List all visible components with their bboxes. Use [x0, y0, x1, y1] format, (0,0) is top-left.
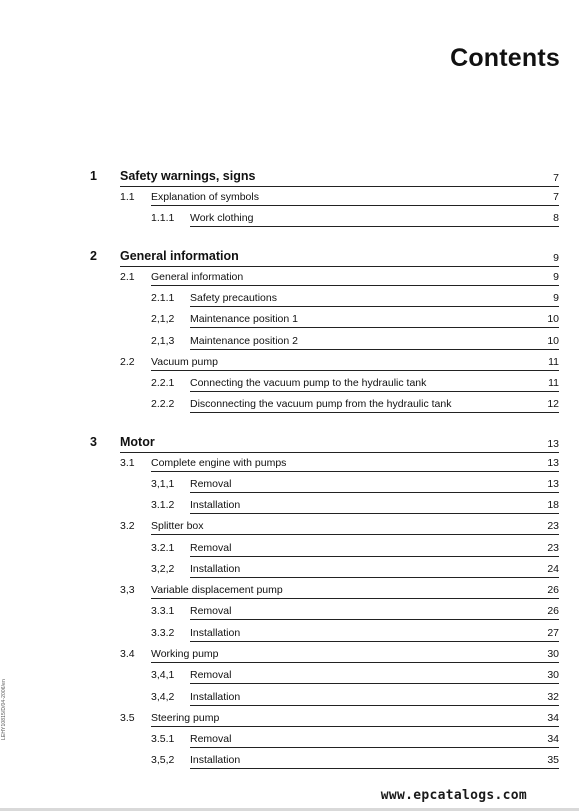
toc-entry[interactable] [120, 647, 559, 663]
toc-entry-number: 2,1,3 [151, 335, 175, 347]
toc-entry-page: 11 [548, 377, 559, 389]
toc-entry-rule [120, 186, 559, 187]
toc-entry-number: 3 [90, 435, 97, 449]
toc-entry-page: 12 [547, 398, 559, 410]
toc-entry-rule [120, 266, 559, 267]
toc-entry-title[interactable]: Removal [190, 478, 232, 490]
toc-entry[interactable] [151, 211, 559, 227]
toc-entry-page: 9 [553, 292, 559, 304]
toc-entry-page: 30 [547, 669, 559, 681]
toc-entry-rule [190, 226, 559, 227]
toc-entry-rule [151, 471, 559, 472]
toc-entry-page: 23 [547, 542, 559, 554]
toc-entry-title[interactable]: Maintenance position 1 [190, 313, 298, 325]
toc-entry[interactable] [120, 355, 559, 371]
toc-entry-title[interactable]: Maintenance position 2 [190, 335, 298, 347]
watermark: www.epcatalogs.com [380, 788, 527, 803]
toc-entry[interactable] [151, 732, 559, 748]
toc-entry[interactable] [151, 312, 559, 328]
toc-entry-title[interactable]: Installation [190, 691, 241, 703]
toc-entry-title[interactable]: General information [120, 249, 239, 263]
toc-entry[interactable] [90, 434, 559, 453]
toc-entry-page: 26 [547, 584, 559, 596]
toc-entry-number: 3,1,1 [151, 478, 175, 490]
toc-entry-page: 13 [547, 438, 559, 450]
toc-entry-title[interactable]: Work clothing [190, 212, 254, 224]
toc-entry-number: 3,2,2 [151, 563, 175, 575]
toc-entry-number: 2,1,2 [151, 313, 175, 325]
toc-entry-number: 3.3.1 [151, 605, 175, 617]
toc-entry-page: 35 [547, 754, 559, 766]
toc-entry[interactable] [151, 668, 559, 684]
toc-entry[interactable] [151, 604, 559, 620]
toc-entry-rule [190, 349, 559, 350]
toc-entry-rule [190, 683, 559, 684]
toc-entry[interactable] [151, 753, 559, 769]
toc-entry[interactable] [120, 190, 559, 206]
toc-entry[interactable] [90, 168, 559, 187]
toc-entry-page: 10 [547, 335, 559, 347]
toc-entry[interactable] [151, 477, 559, 493]
toc-entry-page: 24 [547, 563, 559, 575]
toc-entry-rule [190, 705, 559, 706]
toc-entry-number: 2.2.1 [151, 377, 175, 389]
toc-entry-title[interactable]: Working pump [151, 648, 219, 660]
toc-entry[interactable] [151, 541, 559, 557]
toc-entry-page: 34 [547, 712, 559, 724]
toc-entry-title[interactable]: Splitter box [151, 520, 204, 532]
toc-entry[interactable] [151, 397, 559, 413]
toc-entry[interactable] [120, 519, 559, 535]
toc-entry-number: 3.1.2 [151, 499, 175, 511]
toc-entry-rule [190, 306, 559, 307]
toc-entry[interactable] [90, 248, 559, 267]
toc-entry-number: 3.1 [120, 457, 135, 469]
toc-entry-title[interactable]: Disconnecting the vacuum pump from the hydraulic tank [190, 398, 452, 410]
toc-entry-number: 2 [90, 249, 97, 263]
toc-entry-page: 10 [547, 313, 559, 325]
toc-entry-page: 11 [548, 356, 559, 368]
toc-entry[interactable] [120, 583, 559, 599]
toc-entry-number: 2.2 [120, 356, 135, 368]
toc-entry-number: 3.4 [120, 648, 135, 660]
toc-entry-title[interactable]: Safety precautions [190, 292, 277, 304]
toc-entry-page: 9 [553, 271, 559, 283]
toc-entry-rule [151, 662, 559, 663]
toc-entry-rule [190, 412, 559, 413]
toc-entry-number: 3.2 [120, 520, 135, 532]
toc-entry[interactable] [151, 291, 559, 307]
toc-entry-rule [190, 513, 559, 514]
toc-entry[interactable] [120, 711, 559, 727]
toc-entry-page: 13 [547, 478, 559, 490]
toc-entry-title[interactable]: Connecting the vacuum pump to the hydraulic tank [190, 377, 427, 389]
toc-entry-number: 3.5.1 [151, 733, 175, 745]
toc-entry-page: 23 [547, 520, 559, 532]
toc-entry-rule [151, 285, 559, 286]
toc-entry-rule [190, 641, 559, 642]
toc-entry-title[interactable]: Installation [190, 627, 241, 639]
toc-entry-rule [190, 619, 559, 620]
toc-entry-number: 2.1 [120, 271, 135, 283]
toc-entry-rule [151, 370, 559, 371]
toc-entry-rule [190, 768, 559, 769]
toc-entry[interactable] [151, 498, 559, 514]
toc-entry[interactable] [120, 456, 559, 472]
toc-entry-title[interactable]: Installation [190, 499, 241, 511]
toc-entry-title[interactable]: Variable displacement pump [151, 584, 283, 596]
toc-entry-number: 3.2.1 [151, 542, 175, 554]
toc-entry-number: 3.5 [120, 712, 135, 724]
toc-entry[interactable] [151, 690, 559, 706]
toc-entry-page: 32 [547, 691, 559, 703]
toc-entry-page: 27 [547, 627, 559, 639]
toc-entry-number: 2.1.1 [151, 292, 175, 304]
toc-entry-page: 9 [553, 252, 559, 264]
toc-entry-rule [151, 205, 559, 206]
toc-entry-title[interactable]: Vacuum pump [151, 356, 218, 368]
toc-entry-page: 18 [547, 499, 559, 511]
toc-entry-rule [151, 598, 559, 599]
toc-entry-rule [190, 391, 559, 392]
toc-entry-rule [120, 452, 559, 453]
toc-entry[interactable] [151, 562, 559, 578]
toc-entry-rule [190, 492, 559, 493]
toc-entry[interactable] [151, 376, 559, 392]
toc-entry-title[interactable]: Installation [190, 563, 241, 575]
toc-entry-title[interactable]: Removal [190, 605, 232, 617]
toc-entry-page: 7 [553, 191, 559, 203]
toc-entry-number: 3,4,1 [151, 669, 175, 681]
toc-entry-rule [190, 327, 559, 328]
toc-entry-number: 3,3 [120, 584, 135, 596]
toc-entry-page: 13 [547, 457, 559, 469]
toc-entry[interactable] [151, 334, 559, 350]
toc-entry-page: 26 [547, 605, 559, 617]
toc-entry-title[interactable]: Installation [190, 754, 241, 766]
toc-entry-number: 3,5,2 [151, 754, 175, 766]
toc-entry[interactable] [151, 626, 559, 642]
toc-entry-title[interactable]: General information [151, 271, 244, 283]
toc-entry-page: 34 [547, 733, 559, 745]
toc-entry-page: 7 [553, 172, 559, 184]
page-title: Contents [450, 44, 560, 72]
toc-entry[interactable] [120, 270, 559, 286]
toc-entry-page: 8 [553, 212, 559, 224]
toc-entry-rule [190, 747, 559, 748]
toc-entry-number: 1 [90, 169, 97, 183]
toc-entry-title[interactable]: Steering pump [151, 712, 220, 724]
toc-entry-rule [151, 726, 559, 727]
toc-entry-number: 3,4,2 [151, 691, 175, 703]
toc-entry-title[interactable]: Explanation of symbols [151, 191, 259, 203]
toc-entry-title[interactable]: Removal [190, 542, 232, 554]
toc-entry-title[interactable]: Motor [120, 435, 155, 449]
toc-entry-number: 2.2.2 [151, 398, 175, 410]
toc-entry-title[interactable]: Removal [190, 733, 232, 745]
toc-entry-number: 1.1.1 [151, 212, 175, 224]
toc-entry-title[interactable]: Safety warnings, signs [120, 169, 256, 183]
document-code: LEHY10815/D/04-2006/en [1, 679, 7, 740]
toc-entry-rule [151, 534, 559, 535]
toc-entry-rule [190, 577, 559, 578]
toc-entry-number: 1.1 [120, 191, 135, 203]
toc-entry-title[interactable]: Complete engine with pumps [151, 457, 287, 469]
toc-entry-number: 3.3.2 [151, 627, 175, 639]
toc-entry-title[interactable]: Removal [190, 669, 232, 681]
toc-entry-rule [190, 556, 559, 557]
toc-entry-page: 30 [547, 648, 559, 660]
